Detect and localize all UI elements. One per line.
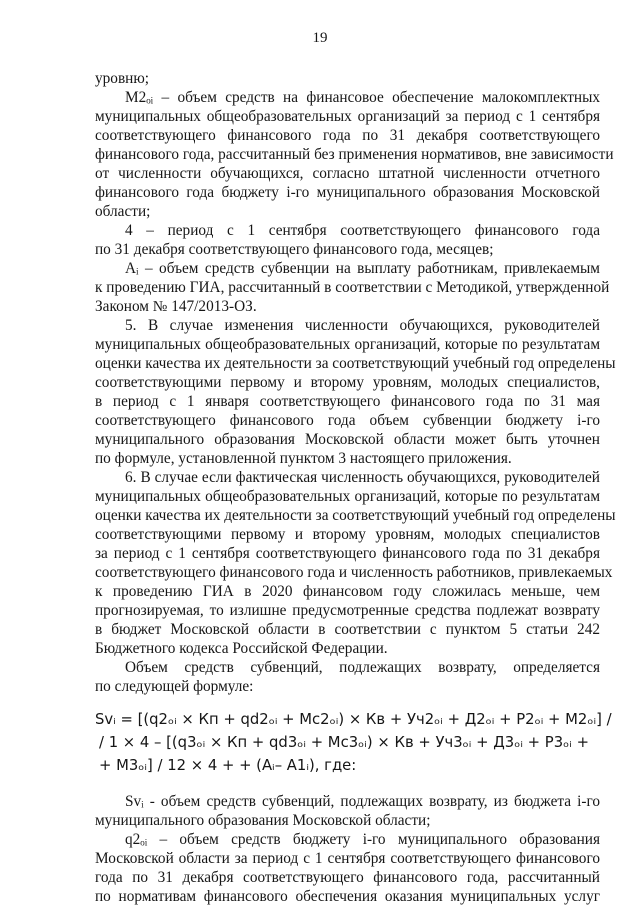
page-number: 19 [312, 30, 328, 46]
text-line: к проведению ГИА, рассчитанный в соответствии с Методикой, утвержденной [95, 279, 610, 296]
text-line: муниципального образования Московской области; [95, 812, 431, 829]
text-line: M2ₒᵢ – объем средств на финансовое обеспечение малокомплектных [125, 89, 600, 106]
text-line: в бюджет Московской области в соответствии с пунктом 5 статьи 242 [95, 621, 600, 638]
text-line: Законом № 147/2013-ОЗ. [95, 298, 257, 315]
text-line: 6. В случае если фактическая численность обучающихся, руководителей [125, 469, 600, 486]
text-line: по формуле, установленной пунктом 3 настоящего приложения. [95, 450, 512, 467]
text-line: муниципального образования Московской области может быть уточнен [95, 431, 600, 448]
text-line: от численности обучающихся, согласно штатной численности отчетного [95, 165, 600, 182]
text-line: за период с 1 сентября соответствующего финансового года по 31 декабря [95, 545, 600, 562]
text-line: Объем средств субвенций, подлежащих возврату, определяется [125, 659, 600, 676]
text-line: соответствующими первому и второму уровням, молодых специалистов, [95, 374, 600, 391]
text-line: оценки качества их деятельности за соответствующий учебный год определены [95, 355, 616, 372]
text-line: 4 – период с 1 сентября соответствующего финансового года [125, 222, 600, 239]
formula-line: / 1 × 4 – [(q3ₒᵢ × Кп + qd3ₒᵢ + Мс3ₒᵢ) × Кв + Уч3ₒᵢ + Д3ₒᵢ + Р3ₒᵢ + [99, 734, 589, 751]
text-line: к проведению ГИА в 2020 финансовом году сложилась меньше, чем [95, 583, 600, 600]
text-line: прогнозируемая, то излишне предусмотренные средства подлежат возврату [95, 602, 600, 619]
text-line: по следующей формуле: [95, 678, 254, 695]
text-line: соответствующего финансового года и численность работников, привлекаемых [95, 564, 613, 581]
text-line: области; [95, 203, 151, 220]
text-line: Aᵢ – объем средств субвенции на выплату работникам, привлекаемым [125, 260, 600, 277]
text-line: финансового года бюджету i-го муниципального образования Московской [95, 184, 600, 201]
text-line: в период с 1 января соответствующего финансового года по 31 мая [95, 393, 600, 410]
text-line: q2ₒᵢ – объем средств бюджету i-го муниципального образования [125, 831, 600, 848]
text-line: Svᵢ - объем средств субвенций, подлежащих возврату, из бюджета i-го [125, 793, 600, 810]
text-line: финансового года, рассчитанный без применения нормативов, вне зависимости [95, 146, 614, 163]
text-line: Московской области за период с 1 сентября соответствующего финансового [95, 850, 600, 867]
text-line: муниципальных общеобразовательных организаций за период с 1 сентября [95, 108, 600, 125]
text-line: соответствующего финансового года объем субвенции бюджету i-го [95, 412, 600, 429]
text-line: по 31 декабря соответствующего финансового года, месяцев; [95, 241, 494, 258]
text-line: соответствующего финансового года по 31 декабря соответствующего [95, 127, 600, 144]
text-line: оценки качества их деятельности за соответствующий учебный год определены [95, 507, 616, 524]
formula-line: Svᵢ = [(q2ₒᵢ × Кп + qd2ₒᵢ + Мс2ₒᵢ) × Кв + Уч2ₒᵢ + Д2ₒᵢ + Р2ₒᵢ + М2ₒᵢ] / [95, 711, 612, 728]
text-line: муниципальных общеобразовательных организаций, которые по результатам [95, 336, 600, 353]
text-line: 5. В случае изменения численности обучающихся, руководителей [125, 317, 600, 334]
text-line: года по 31 декабря соответствующего финансового года, рассчитанный [95, 869, 600, 886]
formula-line: + М3ₒᵢ] / 12 × 4 + + (Aᵢ– A1ᵢ), где: [99, 757, 357, 774]
text-line: по нормативам финансового обеспечения оказания муниципальных услуг [95, 888, 600, 905]
text-line: уровню; [95, 70, 150, 87]
text-line: соответствующими первому и второму уровням, молодых специалистов [95, 526, 600, 543]
text-line: муниципальных общеобразовательных организаций, которые по результатам [95, 488, 600, 505]
text-line: Бюджетного кодекса Российской Федерации. [95, 640, 388, 657]
